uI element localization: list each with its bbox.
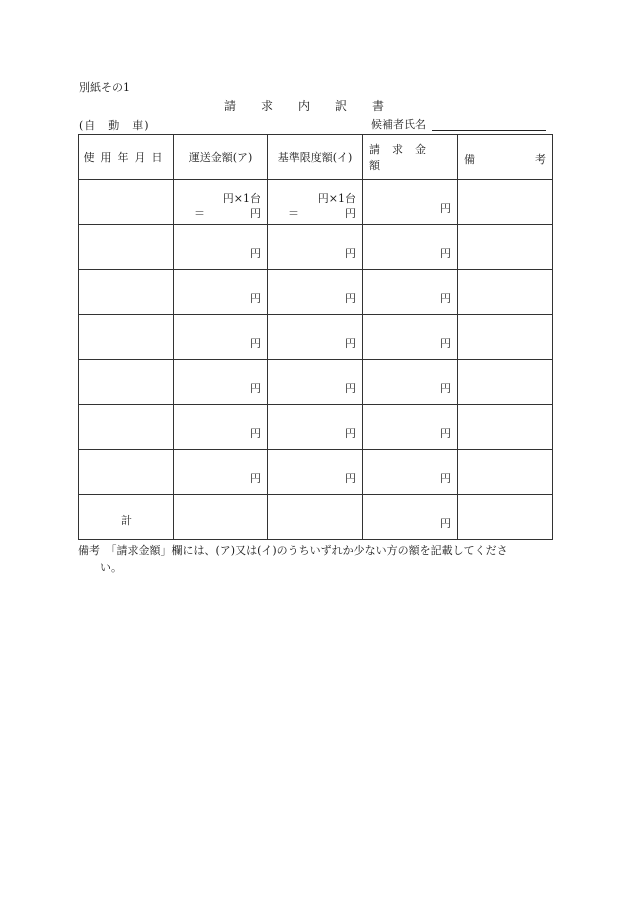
transport-amount-cell[interactable] bbox=[174, 315, 268, 360]
total-label: 計 bbox=[121, 514, 132, 527]
yen-unit: 円 bbox=[250, 382, 261, 395]
yen-unit: 円 bbox=[440, 517, 451, 530]
yen-unit: 円 bbox=[345, 382, 356, 395]
standard-limit-cell[interactable] bbox=[268, 180, 363, 225]
remarks-cell[interactable] bbox=[458, 495, 553, 540]
total-row bbox=[79, 495, 553, 540]
date-cell[interactable] bbox=[79, 360, 174, 405]
header-remarks bbox=[458, 135, 553, 180]
yen-unit: 円 bbox=[345, 472, 356, 485]
yen-unit: 円 bbox=[440, 427, 451, 440]
transport-amount-cell[interactable] bbox=[174, 225, 268, 270]
transport-amount-cell[interactable] bbox=[174, 405, 268, 450]
date-cell[interactable] bbox=[79, 315, 174, 360]
table-row bbox=[79, 225, 553, 270]
header-claim-amount: 請求金額 bbox=[363, 135, 458, 180]
table-header-row bbox=[79, 135, 553, 180]
date-cell[interactable] bbox=[79, 405, 174, 450]
remarks-cell[interactable] bbox=[458, 225, 553, 270]
transport-amount-cell[interactable] bbox=[174, 360, 268, 405]
header-remarks-char2: 考 bbox=[535, 153, 546, 166]
claim-amount-cell[interactable] bbox=[363, 405, 458, 450]
unit-per-vehicle: 円×1台 bbox=[222, 192, 261, 205]
equals-sign: ＝ bbox=[194, 207, 205, 220]
yen-unit: 円 bbox=[440, 472, 451, 485]
date-cell[interactable] bbox=[79, 270, 174, 315]
yen-unit: 円 bbox=[440, 247, 451, 260]
claim-amount-cell[interactable] bbox=[363, 315, 458, 360]
remarks-cell[interactable] bbox=[458, 180, 553, 225]
table-row bbox=[79, 360, 553, 405]
remarks-cell[interactable] bbox=[458, 450, 553, 495]
candidate-name-label: 候補者氏名 bbox=[371, 118, 426, 131]
total-label-cell bbox=[79, 495, 174, 540]
remarks-note: 備考 「請求金額」欄には、(ア)又は(イ)のうちいずれか少ない方の額を記載してくださ bbox=[78, 544, 508, 557]
standard-limit-cell[interactable] bbox=[268, 450, 363, 495]
remarks-cell[interactable] bbox=[458, 405, 553, 450]
yen-unit: 円 bbox=[345, 247, 356, 260]
yen-unit: 円 bbox=[250, 427, 261, 440]
claim-amount-cell[interactable] bbox=[363, 180, 458, 225]
claim-amount-cell[interactable] bbox=[363, 360, 458, 405]
yen-unit: 円 bbox=[250, 207, 261, 220]
unit-per-vehicle: 円×1台 bbox=[317, 192, 356, 205]
date-cell[interactable] bbox=[79, 225, 174, 270]
remarks-cell[interactable] bbox=[458, 315, 553, 360]
equals-sign: ＝ bbox=[288, 207, 299, 220]
document-title: 請求内訳書 bbox=[224, 99, 410, 113]
claim-breakdown-table bbox=[78, 134, 553, 540]
header-transport-amount: 運送金額(ア) bbox=[174, 135, 268, 180]
standard-limit-cell[interactable] bbox=[268, 225, 363, 270]
vehicle-label: (自 動 車) bbox=[79, 119, 150, 132]
remarks-note-continued: い。 bbox=[100, 561, 122, 574]
yen-unit: 円 bbox=[250, 472, 261, 485]
claim-amount-total-cell[interactable] bbox=[363, 495, 458, 540]
remarks-cell[interactable] bbox=[458, 270, 553, 315]
yen-unit: 円 bbox=[440, 382, 451, 395]
yen-unit: 円 bbox=[250, 292, 261, 305]
yen-unit: 円 bbox=[440, 292, 451, 305]
table-row bbox=[79, 450, 553, 495]
transport-amount-cell[interactable] bbox=[174, 180, 268, 225]
yen-unit: 円 bbox=[345, 427, 356, 440]
standard-limit-cell[interactable] bbox=[268, 405, 363, 450]
table-row bbox=[79, 270, 553, 315]
date-cell[interactable] bbox=[79, 450, 174, 495]
table-row bbox=[79, 315, 553, 360]
transport-amount-cell[interactable] bbox=[174, 450, 268, 495]
yen-unit: 円 bbox=[440, 202, 451, 215]
header-standard-limit: 基準限度額(イ) bbox=[268, 135, 363, 180]
table-row bbox=[79, 405, 553, 450]
yen-unit: 円 bbox=[345, 292, 356, 305]
transport-amount-cell[interactable] bbox=[174, 270, 268, 315]
remarks-cell[interactable] bbox=[458, 360, 553, 405]
claim-amount-cell[interactable] bbox=[363, 270, 458, 315]
header-remarks-char1: 備 bbox=[464, 153, 475, 166]
yen-unit: 円 bbox=[440, 337, 451, 350]
document-label: 別紙その1 bbox=[79, 81, 130, 94]
standard-limit-cell[interactable] bbox=[268, 270, 363, 315]
claim-amount-cell[interactable] bbox=[363, 225, 458, 270]
candidate-name-field[interactable] bbox=[432, 130, 546, 131]
yen-unit: 円 bbox=[250, 247, 261, 260]
header-date-used: 使用年月日 bbox=[79, 135, 174, 180]
claim-amount-cell[interactable] bbox=[363, 450, 458, 495]
yen-unit: 円 bbox=[345, 337, 356, 350]
table-row bbox=[79, 180, 553, 225]
date-cell[interactable] bbox=[79, 180, 174, 225]
standard-limit-total-cell[interactable] bbox=[268, 495, 363, 540]
yen-unit: 円 bbox=[345, 207, 356, 220]
standard-limit-cell[interactable] bbox=[268, 360, 363, 405]
standard-limit-cell[interactable] bbox=[268, 315, 363, 360]
yen-unit: 円 bbox=[250, 337, 261, 350]
transport-amount-total-cell[interactable] bbox=[174, 495, 268, 540]
